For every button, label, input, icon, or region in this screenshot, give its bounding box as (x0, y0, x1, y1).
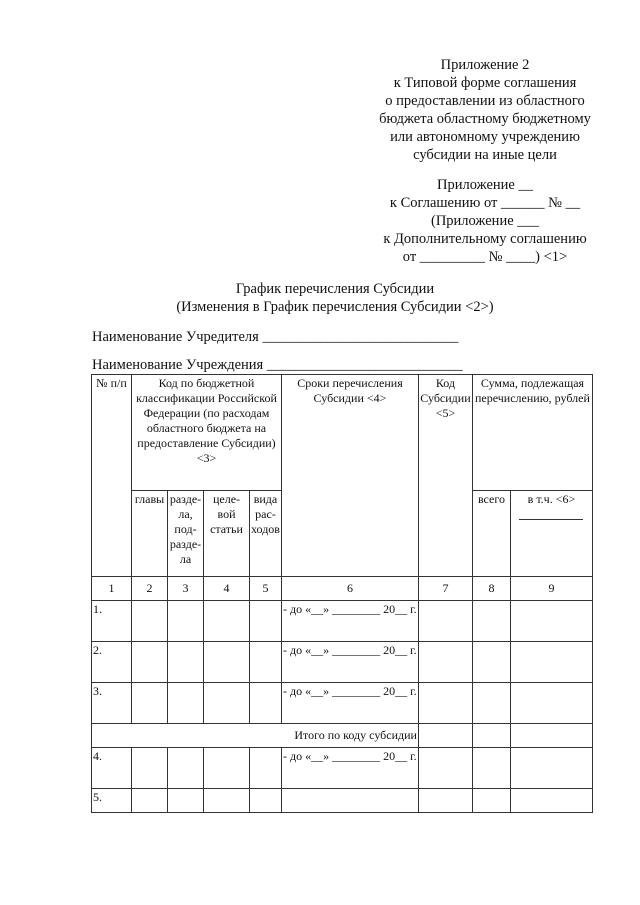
header-line: субсидии на иные цели (413, 147, 557, 163)
row-term (281, 789, 418, 813)
subheader-chapter: главы (132, 491, 168, 577)
col-number: 2 (132, 577, 168, 601)
subheader-type: вида рас-ходов (250, 491, 282, 577)
subheader-target: целе-вой статьи (204, 491, 250, 577)
reference-line: Приложение __ (437, 177, 533, 193)
agreement-reference (330, 176, 640, 266)
col-number: 8 (472, 577, 510, 601)
col-number: 7 (418, 577, 472, 601)
schedule-table (91, 374, 593, 813)
header-line: Приложение 2 (440, 57, 530, 73)
subheader-incl-label: в т.ч. <6> (527, 492, 576, 506)
title-line-1: График перечисления Субсидии (235, 281, 435, 297)
title-line-2: (Изменения в График перечисления Субсидии <2>) (176, 299, 494, 315)
row-number: 4. (92, 748, 132, 789)
subheader-total: всего (472, 491, 510, 577)
table-row (92, 748, 593, 789)
table-row (92, 683, 593, 724)
header-num: № п/п (92, 375, 132, 577)
reference-line: (Приложение ___ (430, 213, 540, 229)
row-number: 5. (92, 789, 132, 813)
institution-field: Наименование Учреждения ___________________________ (92, 357, 463, 373)
appendix-header (330, 56, 640, 164)
col-number: 5 (250, 577, 282, 601)
reference-line: от _________ № ____) <1> (402, 249, 568, 265)
subheader-section: разде-ла, под-разде-ла (168, 491, 204, 577)
founder-field: Наименование Учредителя ___________________________ (92, 329, 459, 345)
table-row (92, 789, 593, 813)
row-term: - до «__» ________ 20__ г. (281, 748, 418, 789)
header-line: бюджета областному бюджетному (379, 111, 591, 127)
row-number: 2. (92, 642, 132, 683)
subtotal-row (92, 724, 593, 748)
header-budget-code: Код по бюджетной классификации Российской Федерации (по расходам областного бюджета на предоставление Субсидии) <3> (132, 375, 282, 491)
header-amount: Сумма, подлежащая перечислению, рублей (472, 375, 592, 491)
col-number: 9 (510, 577, 592, 601)
row-term: - до «__» ________ 20__ г. (281, 683, 418, 724)
row-term: - до «__» ________ 20__ г. (281, 601, 418, 642)
header-subsidy-code: Код Субсидии <5> (418, 375, 472, 577)
header-line: или автономному учреждению (390, 129, 580, 145)
row-term: - до «__» ________ 20__ г. (281, 642, 418, 683)
col-number: 4 (204, 577, 250, 601)
row-number: 1. (92, 601, 132, 642)
header-terms: Сроки перечисления Субсидии <4> (281, 375, 418, 577)
subtotal-label: Итого по коду субсидии (92, 724, 419, 748)
reference-line: к Соглашению от ______ № __ (389, 195, 581, 211)
document-title (0, 280, 640, 316)
reference-line: к Дополнительному соглашению (383, 231, 587, 247)
table-row (92, 642, 593, 683)
header-line: к Типовой форме соглашения (393, 75, 577, 91)
subheader-incl (510, 491, 592, 577)
col-number: 1 (92, 577, 132, 601)
header-line: о предоставлении из областного (385, 93, 585, 109)
col-number: 6 (281, 577, 418, 601)
row-number: 3. (92, 683, 132, 724)
col-number: 3 (168, 577, 204, 601)
table-row (92, 601, 593, 642)
